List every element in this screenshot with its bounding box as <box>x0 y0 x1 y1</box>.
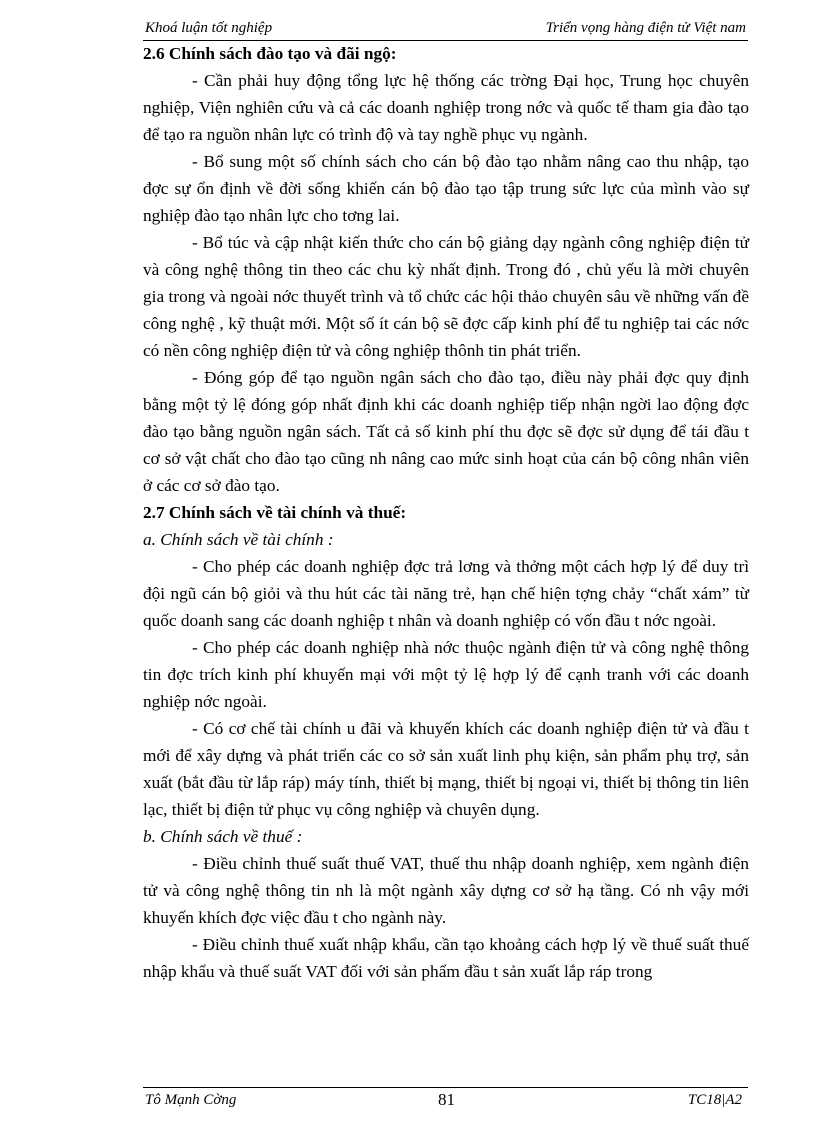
footer-author: Tô Mạnh Cờng <box>145 1092 237 1108</box>
section-2-6-paragraph: - Bổ túc và cập nhật kiến thức cho cán bộ giảng dạy ngành công nghiệp điện tử và công nghệ thông tin theo các chu kỳ nhất định. Trong đó , chủ yếu là mời chuyên gia trong và ngoài nớc thuyết trình và tổ chức các hội thảo chuyên sâu về những vấn đề công nghệ , kỹ thuật mới. Một số ít cán bộ sẽ đợc cấp kinh phí để tu nghiệp tai các nớc có nền công nghiệp điện tử và công nghiệp thônh tin phát triển. <box>143 233 749 360</box>
section-2-6-title: 2.6 Chính sách đào tạo và đãi ngộ: <box>143 44 397 63</box>
subsection-b-paragraph: - Điều chỉnh thuế suất thuế VAT, thuế thu nhập doanh nghiệp, xem ngành điện tử và công nghệ thông tin nh là một ngành xây dựng cơ sở hạ tầng. Có nh vậy mới khuyến khích đợc việc đầu t cho ngành này. <box>143 854 749 927</box>
footer-class-code: TC18|A2 <box>687 1092 742 1108</box>
subsection-a-paragraph: - Cho phép các doanh nghiệp nhà nớc thuộc ngành điện tử và công nghệ thông tin đợc trích kinh phí khuyến mại với một tỷ lệ hợp lý để cạnh tranh với các doanh nghiệp nớc ngoài. <box>143 638 749 711</box>
header-thesis-label: Khoá luận tốt nghiệp <box>145 20 273 36</box>
section-2-6-paragraph: - Bổ sung một số chính sách cho cán bộ đào tạo nhằm nâng cao thu nhập, tạo đợc sự ổn định về đời sống khiến cán bộ đào tạo tập trung sức lực của mình vào sự nghiệp đào tạo nhân lực cho tơng lai. <box>143 152 749 225</box>
subsection-a-paragraph: - Cho phép các doanh nghiệp đợc trả lơng và thởng một cách hợp lý để duy trì đội ngũ cán bộ giỏi và thu hút các tài năng trẻ, hạn chế hiện tợng chảy “chất xám” từ quốc doanh sang các doanh nghiệp t nhân và doanh nghiệp có vốn đầu t nớc ngoài. <box>143 557 749 630</box>
subsection-b-paragraph: - Điều chỉnh thuế xuất nhập khẩu, cần tạo khoảng cách hợp lý về thuế suất thuế nhập khẩu và thuế suất VAT đối với sản phẩm đầu t sản xuất lắp ráp trong <box>143 935 749 981</box>
section-2-6-paragraph: - Đóng góp để tạo nguồn ngân sách cho đào tạo, điều này phải đợc quy định bằng một tỷ lệ đóng góp nhất định khi các doanh nghiệp tiếp nhận ngời lao động đợc đào tạo bằng nguồn ngân sách. Tất cả số kinh phí thu đợc sẽ đợc sử dụng để tái đầu t cơ sở vật chất cho đào tạo cũng nh nâng cao mức sinh hoạt của cán bộ công nhân viên ở các cơ sở đào tạo. <box>143 368 749 495</box>
header-topic-label: Triển vọng hàng điện tử Việt nam <box>545 20 746 36</box>
page-body <box>143 40 749 985</box>
subsection-a-title: a. Chính sách về tài chính : <box>143 530 334 549</box>
page-number: 81 <box>438 1090 455 1109</box>
subsection-a-paragraph: - Có cơ chế tài chính u đãi và khuyến khích các doanh nghiệp điện tử và đầu t mới để xây dựng và phát triển các co sở sản xuất linh phụ kiện, sản phẩm phụ trợ, sản xuất (bắt đầu từ lắp ráp) máy tính, thiết bị mạng, thiết bị ngoại vi, thiết bị thông tin liên lạc, thiết bị điện tử phục vụ công nghiệp và chuyên dụng. <box>143 719 749 819</box>
section-2-7-title: 2.7 Chính sách về tài chính và thuế: <box>143 503 407 522</box>
subsection-b-title: b. Chính sách về thuế : <box>143 827 303 846</box>
page-header <box>143 18 748 41</box>
page-footer <box>143 1087 748 1114</box>
section-2-6-paragraph: - Cần phải huy động tổng lực hệ thống các trờng Đại học, Trung học chuyên nghiệp, Viện nghiên cứu và cả các doanh nghiệp trong nớc và quốc tế tham gia đào tạo để tạo ra nguồn nhân lực có trình độ và tay nghề phục vụ ngành. <box>143 71 749 144</box>
